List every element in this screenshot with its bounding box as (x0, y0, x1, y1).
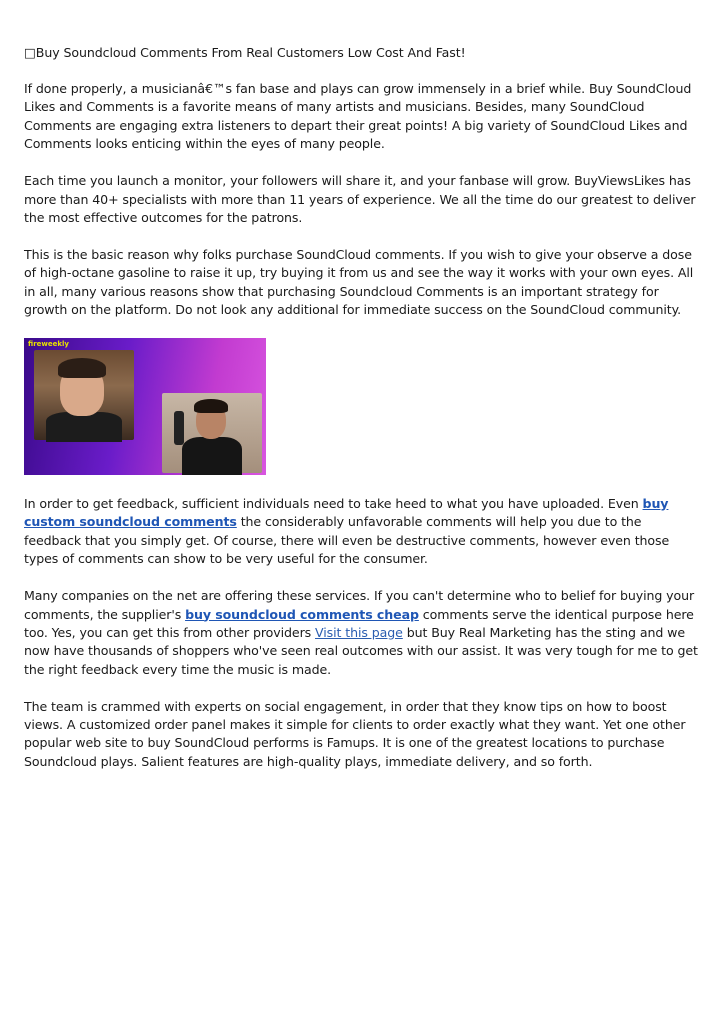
paragraph-4 (24, 495, 698, 569)
paragraph-5-text-b: comments serve the identical purpose here too. Yes, you can get this from other providers (24, 606, 694, 640)
streamer-photo (24, 338, 266, 475)
webcam-right (162, 393, 262, 473)
paragraph-5 (24, 587, 698, 679)
webcam-left (34, 350, 134, 440)
paragraph-4-text-start: In order to get feedback, sufficient individuals need to take heed to what you have uploaded. Even (24, 495, 643, 511)
paragraph-3: This is the basic reason why folks purchase SoundCloud comments. If you wish to give your observe a dose of high-octane gasoline to raise it up, try buying it from us and see the way it works with your own eyes. All in all, many various reasons show that purchasing Soundcloud Comments is an important strategy for growth on the platform. Do not look any additional for immediate success on the SoundCloud community. (24, 246, 694, 318)
buy-custom-comments-link[interactable]: buy custom soundcloud comments (24, 495, 669, 530)
paragraph-4-text-end: the considerably unfavorable comments will help you due to the feedback that you simply get. Of course, there will even be destructive comments, however even those types of comments can show to be very useful for the consumer. (24, 514, 670, 567)
paragraph-6: The team is crammed with experts on social engagement, in order that they know tips on how to boost views. A customized order panel makes it simple for clients to order exactly what they want. Yet one other popular web site to buy SoundCloud performs is Famups. It is one of the greatest locations to purchase Soundcloud plays. Salient features are high-quality plays, immediate delivery, and so forth. (24, 698, 686, 769)
photo-watermark: fireweekly (28, 339, 69, 348)
buy-comments-cheap-link[interactable]: buy soundcloud comments cheap (185, 606, 419, 622)
microphone-icon (174, 411, 184, 445)
page-title: □Buy Soundcloud Comments From Real Customers Low Cost And Fast! (24, 45, 466, 60)
paragraph-1: If done properly, a musicianâ€™s fan base and plays can grow immensely in a brief while. Buy SoundCloud Likes and Comments is a favorite means of many artists and musicians. Besides, many SoundCloud Comments are engaging extra listeners to depart their great points! A big variety of SoundCloud Likes and Comments looks enticing within the eyes of many people. (24, 81, 692, 152)
paragraph-2: Each time you launch a monitor, your followers will share it, and your fanbase will grow. BuyViewsLikes has more than 40+ specialists with more than 11 years of experience. We all the time do our greatest to deliver the most effective outcomes for the patrons. (24, 173, 696, 225)
paragraph-5-text-c: but Buy Real Marketing has the sting and we now have thousands of shoppers who've seen real outcomes with our assist. It was very tough for me to get the right feedback every time the music is made. (24, 624, 698, 677)
visit-this-page-link[interactable]: Visit this page (315, 624, 403, 640)
paragraph-5-text-a: Many companies on the net are offering these services. If you can't determine who to belief for buying your comments, the supplier's (24, 588, 695, 622)
